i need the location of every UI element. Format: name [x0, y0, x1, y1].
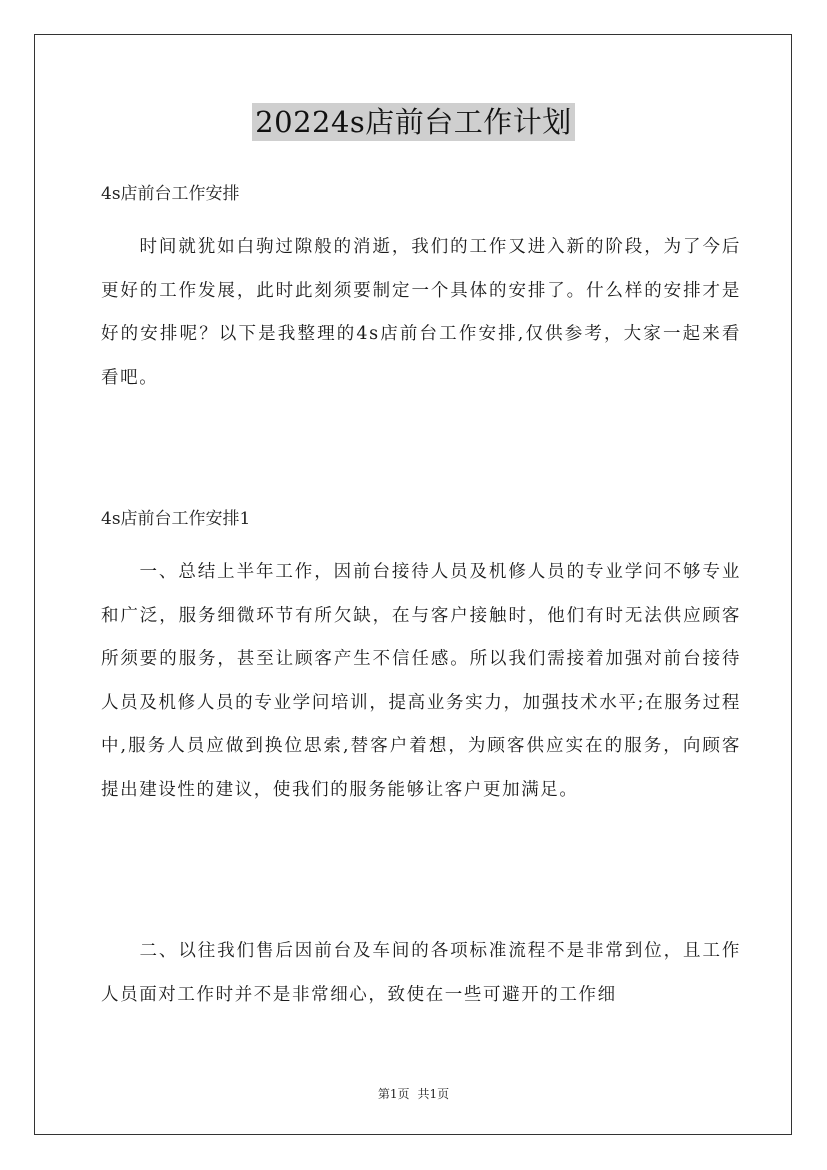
section1-paragraph-1: 一、总结上半年工作，因前台接待人员及机修人员的专业学问不够专业和广泛，服务细微环节有所欠缺，在与客户接触时，他们有时无法供应顾客所须要的服务，甚至让顾客产生不信任感。所以我们需接着加强对前台接待人员及机修人员的专业学问培训，提高业务实力，加强技术水平;在服务过程中,服务人员应做到换位思索,替客户着想，为顾客供应实在的服务，向顾客提出建设性的建议，使我们的服务能够让客户更加满足。: [101, 562, 741, 800]
section1-paragraph-2: 二、以往我们售后因前台及车间的各项标准流程不是非常到位，且工作人员面对工作时并不是非常细心，致使在一些可避开的工作细: [101, 941, 741, 1005]
page-footer: [0, 1085, 827, 1102]
page-total: 共1页: [417, 1087, 450, 1101]
document-title: 20224s店前台工作计划: [252, 103, 575, 141]
section1-heading: 4s店前台工作安排1: [101, 509, 251, 529]
intro-paragraph: 时间就犹如白驹过隙般的消逝，我们的工作又进入新的阶段，为了今后更好的工作发展，此时此刻须要制定一个具体的安排了。什么样的安排才是好的安排呢？以下是我整理的4s店前台工作安排,仅供参考，大家一起来看看吧。: [101, 237, 741, 388]
intro-heading: 4s店前台工作安排: [101, 184, 240, 204]
page-number: 第1页: [377, 1087, 410, 1101]
title-container: [0, 103, 827, 141]
